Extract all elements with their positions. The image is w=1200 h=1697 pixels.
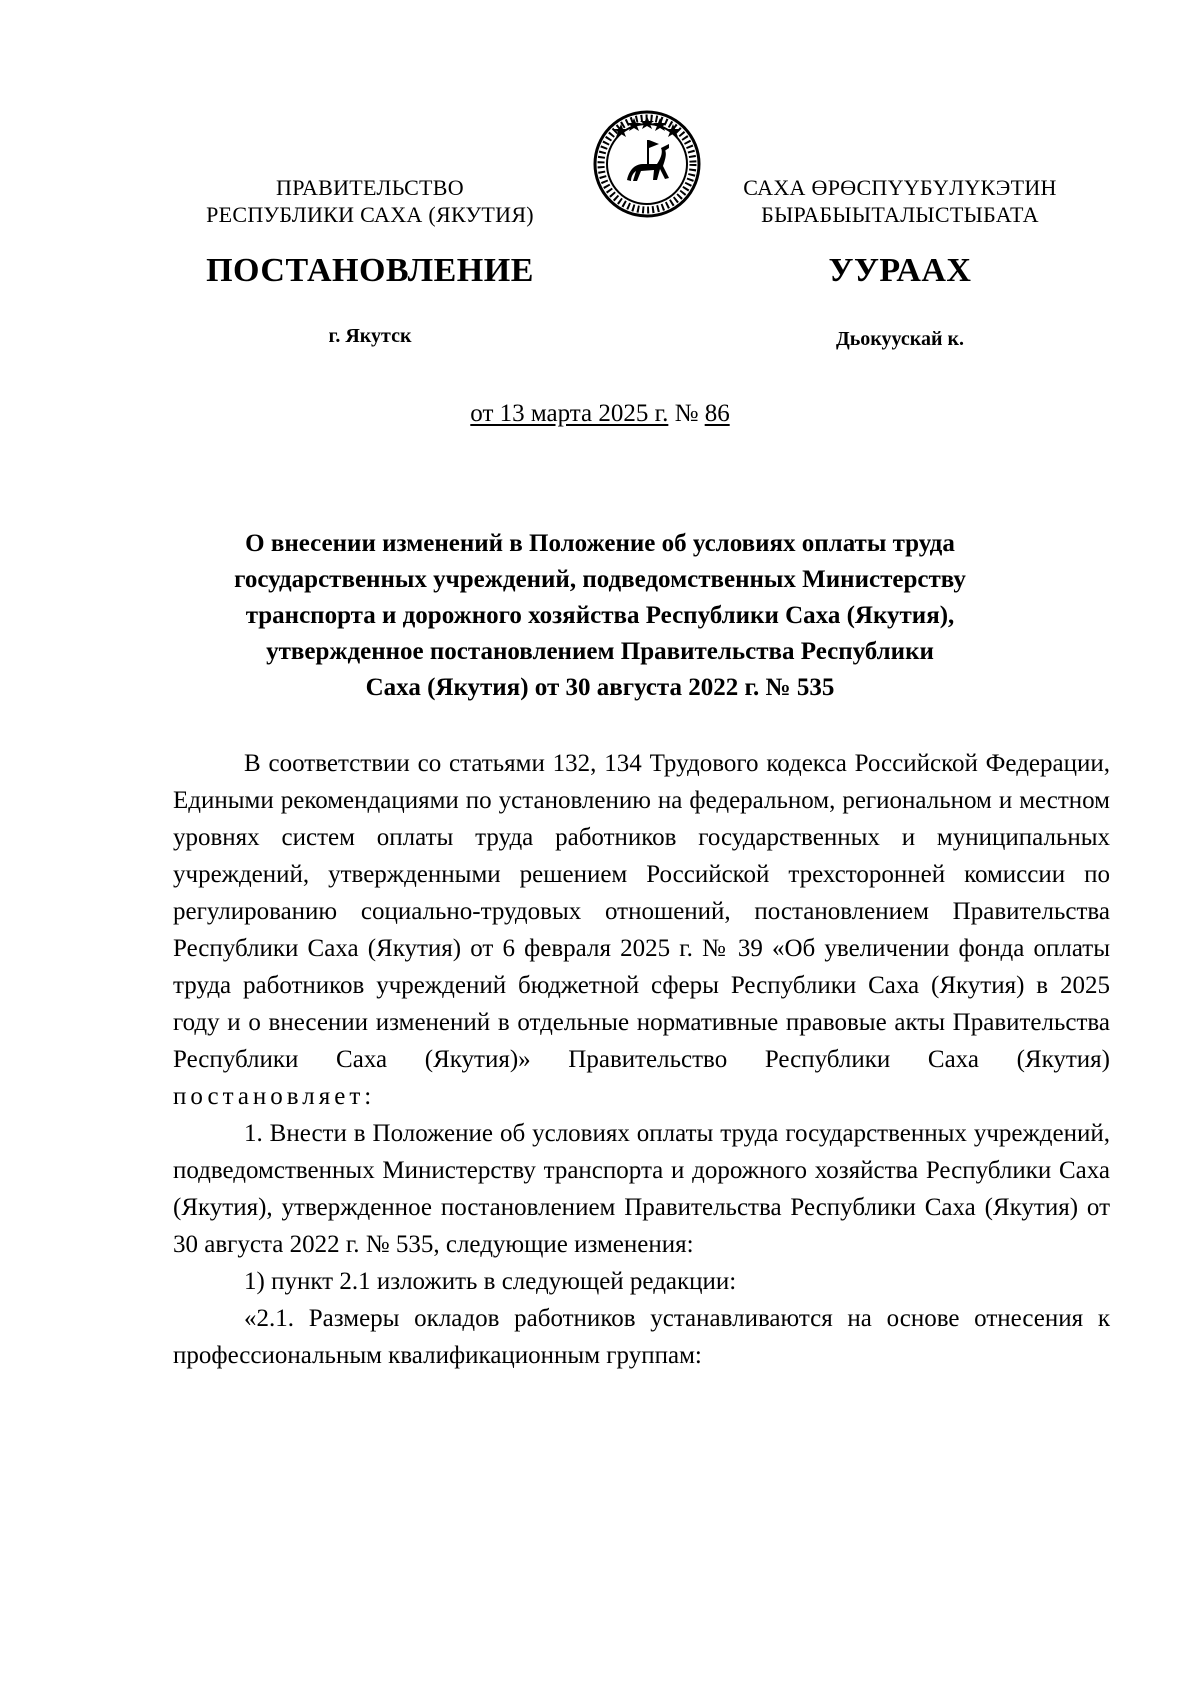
document-date-number <box>0 400 1200 428</box>
subject-line: транспорта и дорожного хозяйства Республики Саха (Якутия), <box>245 602 955 629</box>
org-name-ru <box>130 174 610 228</box>
city-ru: г. Якутск <box>328 325 412 347</box>
number-sign: № <box>674 400 699 427</box>
body-paragraph-2: 1) пункт 2.1 изложить в следующей редакции: <box>244 1268 737 1295</box>
doc-type-sakha: УУРААХ <box>828 252 972 289</box>
subject-line: О внесении изменений в Положение об условиях оплаты труда <box>245 530 955 557</box>
org-name-sakha-line1: САХА ӨРӨСПҮҮБҮЛҮКЭТИН <box>743 175 1057 200</box>
org-name-ru-line1: ПРАВИТЕЛЬСТВО <box>276 175 464 200</box>
decree-verb: постановляет: <box>173 1083 376 1110</box>
subject-line: государственных учреждений, подведомственных Министерству <box>234 566 966 593</box>
body-paragraph-1: 1. Внести в Положение об условиях оплаты труда государственных учреждений, подведомственных Министерству транспорта и дорожного хозяйства Республики Саха (Якутия), утвержденное постановлением Правительства Республики Саха (Якутия) от 30 августа 2022 г. № 535, следующие изменения: <box>173 1120 1110 1258</box>
body-paragraph-3: «2.1. Размеры окладов работников устанавливаются на основе отнесения к профессиональным квалификационным группам: <box>173 1305 1110 1369</box>
city-sakha: Дьокуускай к. <box>835 328 965 350</box>
org-name-sakha-line2: БЫРАБЫЫТАЛЫСТЫБАТА <box>761 202 1039 227</box>
doc-type-ru: ПОСТАНОВЛЕНИЕ <box>206 252 534 289</box>
document-date: от 13 марта 2025 г. <box>470 400 669 427</box>
body-paragraph-preamble <box>173 745 1110 1115</box>
document-subject <box>140 526 1060 706</box>
subject-line: Саха (Якутия) от 30 августа 2022 г. № 535 <box>365 674 835 701</box>
org-name-ru-line2: РЕСПУБЛИКИ САХА (ЯКУТИЯ) <box>206 202 534 227</box>
org-name-sakha <box>680 174 1120 228</box>
subject-line: утвержденное постановлением Правительства Республики <box>266 638 934 665</box>
document-body <box>173 745 1110 1374</box>
document-number: 86 <box>704 400 730 427</box>
preamble-text: В соответствии со статьями 132, 134 Трудового кодекса Российской Федерации, Едиными рекомендациями по установлению на федеральном, региональном и местном уровнях систем оплаты труда работников государственных и муниципальных учреждений, утвержденными решением Российской трехсторонней комиссии по регулированию социально-трудовых отношений, постановлением Правительства Республики Саха (Якутия) от 6 февраля 2025 г. № 39 «Об увеличении фонда оплаты труда работников учреждений бюджетной сферы Республики Саха (Якутия) в 2025 году и о внесении изменений в отдельные нормативные правовые акты Правительства Республики Саха (Якутия)» Правительство Республики Саха (Якутия) <box>173 750 1110 1073</box>
